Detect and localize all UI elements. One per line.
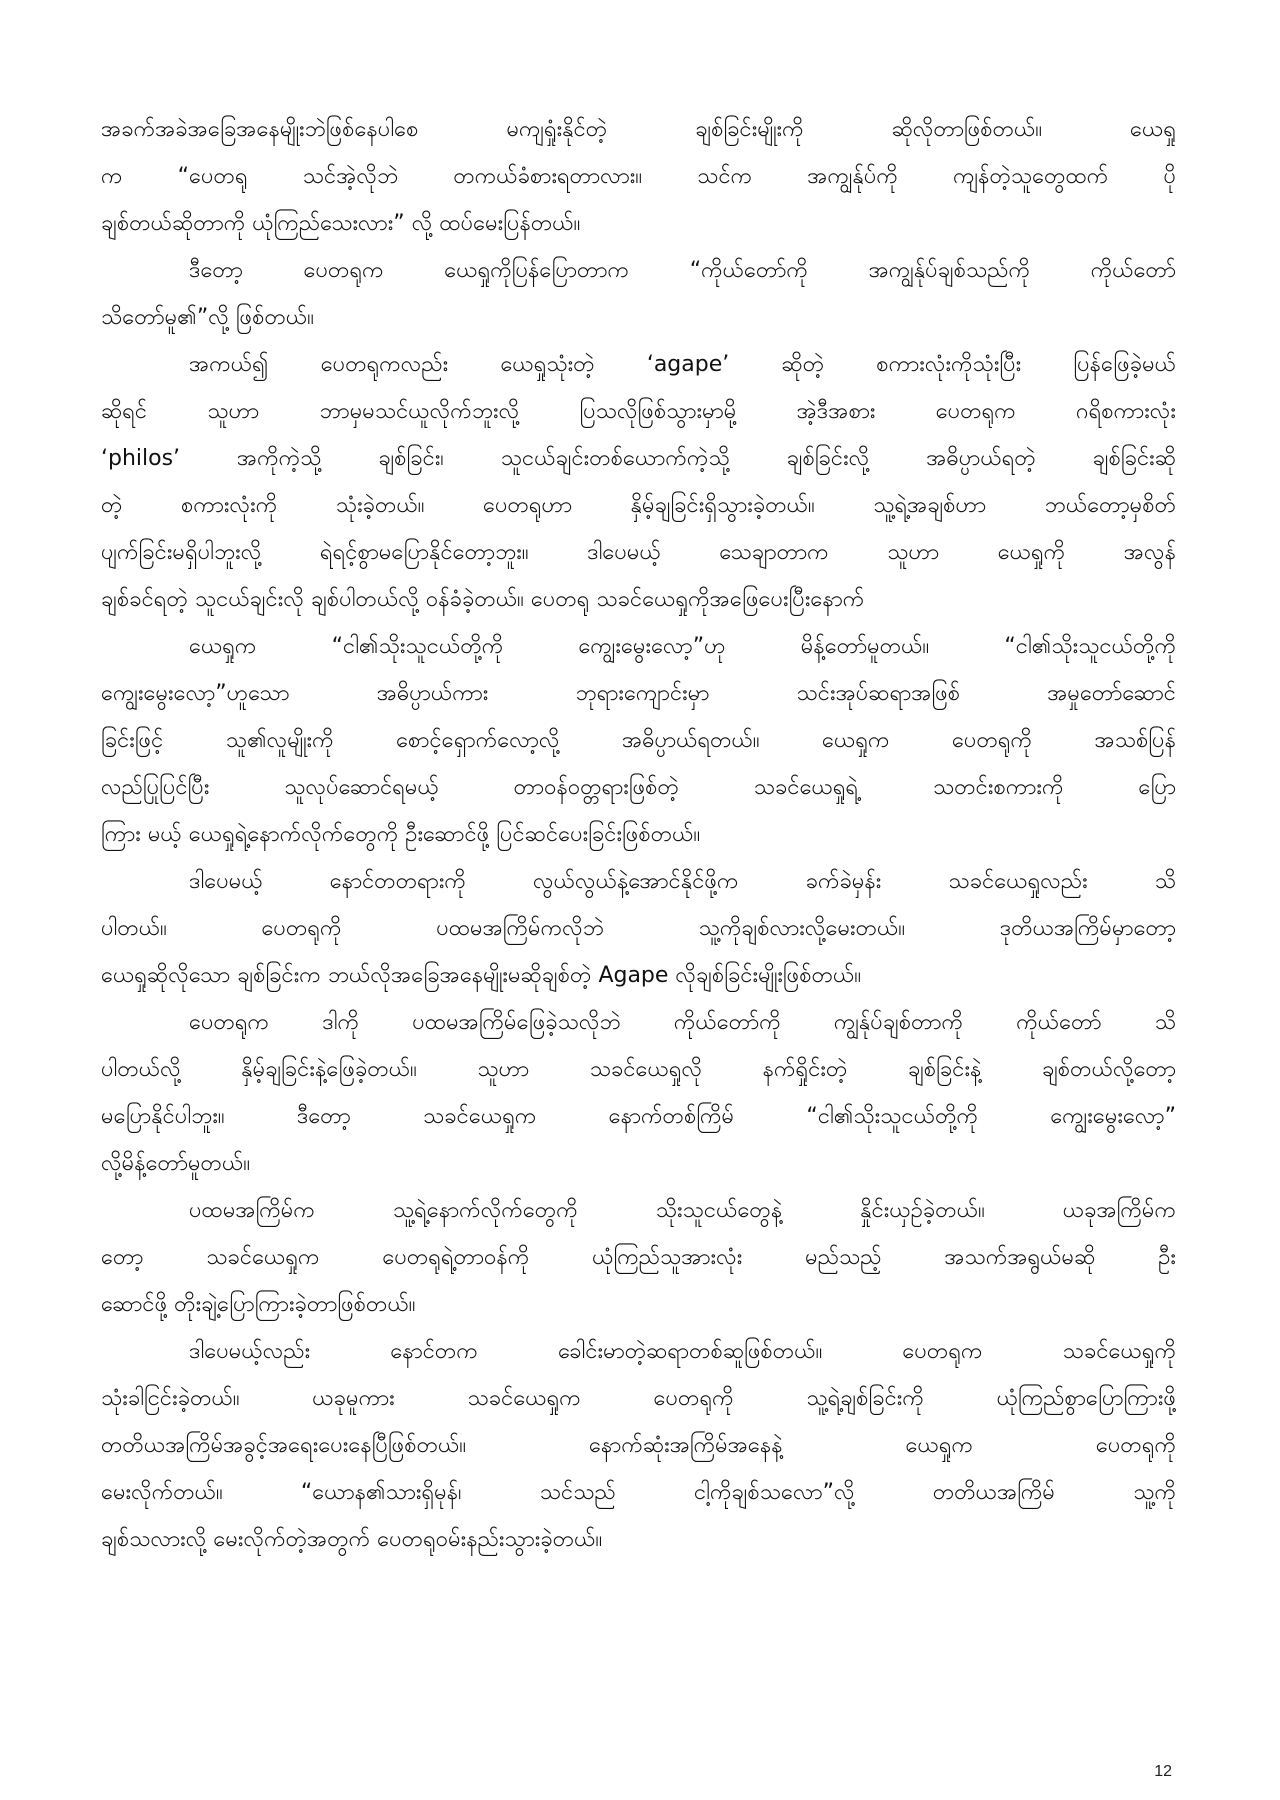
text-line: ပေတရုက ဒါကို ပထမအကြိမ်ဖြေခဲ့သလိုဘဲ ကိုယ်တော်ကို ကျွန်ုပ်ချစ်တာကို ကိုယ်တော် သိ bbox=[189, 1010, 1176, 1035]
text-line: ယေရှုက “ငါ၏သိုးသူငယ်တို့ကို ကျွေးမွေးလော့”ဟု မိန့်တော်မူတယ်။ “ငါ၏သိုးသူငယ်တို့ကို bbox=[189, 634, 1176, 659]
text-line: ချစ်ခင်ရတဲ့ သူငယ်ချင်းလို ချစ်ပါတယ်လို့ ဝန်ခံခဲ့တယ်။ ပေတရု သခင်ယေရှုကိုအဖြေပေးပြီးနောက် bbox=[101, 587, 865, 612]
text-line: သိတော်မူ၏”လို့ ဖြစ်တယ်။ bbox=[101, 305, 314, 330]
text-line: တော့ သခင်ယေရှုက ပေတရုရဲ့တာဝန်ကို ယုံကြည်သူအားလုံး မည်သည့် အသက်အရွယ်မဆို ဦး bbox=[101, 1245, 1176, 1270]
paragraph-7 bbox=[101, 1187, 1176, 1328]
text-line: ဆောင်ဖို့ တိုးချဲ့ပြောကြားခဲ့တာဖြစ်တယ်။ bbox=[101, 1292, 416, 1317]
text-line: ချစ်တယ်ဆိုတာကို ယုံကြည်သေးလား” လို့ ထပ်မေးပြန်တယ်။ bbox=[101, 211, 581, 236]
paragraph-4 bbox=[101, 623, 1176, 858]
text-line: ကြား မယ့် ယေရှုရဲ့နောက်လိုက်တွေကို ဦးဆောင်ဖို့ ပြင်ဆင်ပေးခြင်းဖြစ်တယ်။ bbox=[101, 822, 701, 847]
text-line: လို့မိန့်တော်မူတယ်။ bbox=[101, 1151, 250, 1176]
text-line: ယေရှုဆိုလိုသော ချစ်ခြင်းက ဘယ်လိုအခြေအနေမျိုးမဆိုချစ်တဲ့ Agape လိုချစ်ခြင်းမျိုးဖြစ်တယ်။ bbox=[101, 963, 862, 988]
text-line: ဒါပေမယ့်လည်း နောင်တက ခေါင်းမာတဲ့ဆရာတစ်ဆူဖြစ်တယ်။ ပေတရုက သခင်ယေရှုကို bbox=[189, 1339, 1176, 1364]
text-line: မပြောနိုင်ပါဘူး။ ဒီတော့ သခင်ယေရှုက နောက်တစ်ကြိမ် “ငါ၏သိုးသူငယ်တို့ကို ကျွေးမွေးလော့” bbox=[101, 1104, 1176, 1129]
text-line: ပျက်ခြင်းမရှိပါဘူးလို့ ရဲရင့်စွာမပြောနိုင်တော့ဘူး။ ဒါပေမယ့် သေချာတာက သူဟာ ယေရှုကို အလွန် bbox=[101, 540, 1176, 565]
text-line: ဒီတော့ ပေတရုက ယေရှုကိုပြန်ပြောတာက “ကိုယ်တော်ကို အကျွန်ုပ်ချစ်သည်ကို ကိုယ်တော် bbox=[189, 258, 1176, 283]
text-line: ဒါပေမယ့် နောင်တတရားကို လွယ်လွယ်နဲ့အောင်နိုင်ဖို့က ခက်ခဲမှန်း သခင်ယေရှုလည်း သိ bbox=[189, 869, 1176, 894]
text-line: လည်ပြုပြင်ပြီး သူလုပ်ဆောင်ရမယ့် တာဝန်ဝတ္တရားဖြစ်တဲ့ သခင်ယေရှုရဲ့ သတင်းစကားကို ပြော bbox=[101, 775, 1176, 800]
text-line: ဆိုရင် သူဟာ ဘာမှမသင်ယူလိုက်ဘူးလို့ ပြသလိုဖြစ်သွားမှာမို့ အဲ့ဒီအစား ပေတရုက ဂရိစကားလုံး bbox=[101, 399, 1176, 424]
text-line: က “ပေတရု သင်အဲ့လိုဘဲ တကယ်ခံစားရတာလား။ သင်က အကျွန်ုပ်ကို ကျန်တဲ့သူတွေထက် ပို bbox=[101, 164, 1176, 189]
paragraph-3 bbox=[101, 341, 1176, 623]
text-line: ပါတယ်လို့ နှိမ့်ချခြင်းနဲ့ဖြေခဲ့တယ်။ သူဟာ သခင်ယေရှုလို နက်ရှိုင်းတဲ့ ချစ်ခြင်းနဲ့ ချစ်တယ်လို့တော့ bbox=[101, 1057, 1176, 1082]
text-line: ပထမအကြိမ်က သူ့ရဲ့နောက်လိုက်တွေကို သိုးသူငယ်တွေနဲ့ နှိုင်းယှဉ်ခဲ့တယ်။ ယခုအကြိမ်က bbox=[189, 1198, 1176, 1223]
text-line: ကျွေးမွေးလော့”ဟူသော အဓိပ္ပာယ်ကား ဘုရားကျောင်းမှာ သင်းအုပ်ဆရာအဖြစ် အမှုတော်ဆောင် bbox=[101, 681, 1176, 706]
body-text bbox=[101, 106, 1176, 1706]
paragraph-1 bbox=[101, 106, 1176, 247]
paragraph-8 bbox=[101, 1328, 1176, 1563]
text-line: တဲ့ စကားလုံးကို သုံးခဲ့တယ်။ ပေတရုဟာ နှိမ့်ချခြင်းရှိသွားခဲ့တယ်။ သူ့ရဲ့အချစ်ဟာ ဘယ်တော့မှစိတ် bbox=[101, 493, 1176, 518]
text-line: သုံးခါငြင်းခဲ့တယ်။ ယခုမူကား သခင်ယေရှုက ပေတရုကို သူ့ရဲ့ချစ်ခြင်းကို ယုံကြည်စွာပြောကြားဖို့ bbox=[101, 1386, 1176, 1411]
text-line: တတိယအကြိမ်အခွင့်အရေးပေးနေပြီဖြစ်တယ်။ နောက်ဆုံးအကြိမ်အနေနဲ့ ယေရှုက ပေတရုကို bbox=[101, 1433, 1176, 1458]
paragraph-6 bbox=[101, 999, 1176, 1187]
page-number: 12 bbox=[1154, 1763, 1172, 1780]
text-line: ချစ်သလားလို့ မေးလိုက်တဲ့အတွက် ပေတရုဝမ်းနည်းသွားခဲ့တယ်။ bbox=[101, 1527, 603, 1552]
text-line: ခြင်းဖြင့် သူ၏လူမျိုးကို စောင့်ရှောက်လော့လို့ အဓိပ္ပာယ်ရတယ်။ ယေရှုက ပေတရုကို အသစ်ပြန် bbox=[101, 728, 1176, 753]
text-line: မေးလိုက်တယ်။ “ယောန၏သားရှိမုန်၊ သင်သည် ငါ့ကိုချစ်သလော”လို့ တတိယအကြိမ် သူ့ကို bbox=[101, 1480, 1176, 1505]
paragraph-2 bbox=[101, 247, 1176, 341]
text-line: အခက်အခဲအခြေအနေမျိုးဘဲဖြစ်နေပါစေ မကျရှုံးနိုင်တဲ့ ချစ်ခြင်းမျိုးကို ဆိုလိုတာဖြစ်တယ်။ ယေရှု bbox=[101, 117, 1176, 142]
text-line: ပါတယ်။ ပေတရုကို ပထမအကြိမ်ကလိုဘဲ သူ့ကိုချစ်လားလို့မေးတယ်။ ဒုတိယအကြိမ်မှာတော့ bbox=[101, 916, 1176, 941]
text-line: အကယ်၍ ပေတရုကလည်း ယေရှုသုံးတဲ့ ‘agape’ ဆိုတဲ့ စကားလုံးကိုသုံးပြီး ပြန်ဖြေခဲ့မယ် bbox=[189, 352, 1176, 377]
paragraph-5 bbox=[101, 858, 1176, 999]
text-line: ‘philos’ အကိုကဲ့သို့ ချစ်ခြင်း၊ သူငယ်ချင်းတစ်ယောက်ကဲ့သို့ ချစ်ခြင်းလို့ အဓိပ္ပာယ်ရတဲ့ ချစ်ခြင်းဆို bbox=[101, 446, 1176, 471]
